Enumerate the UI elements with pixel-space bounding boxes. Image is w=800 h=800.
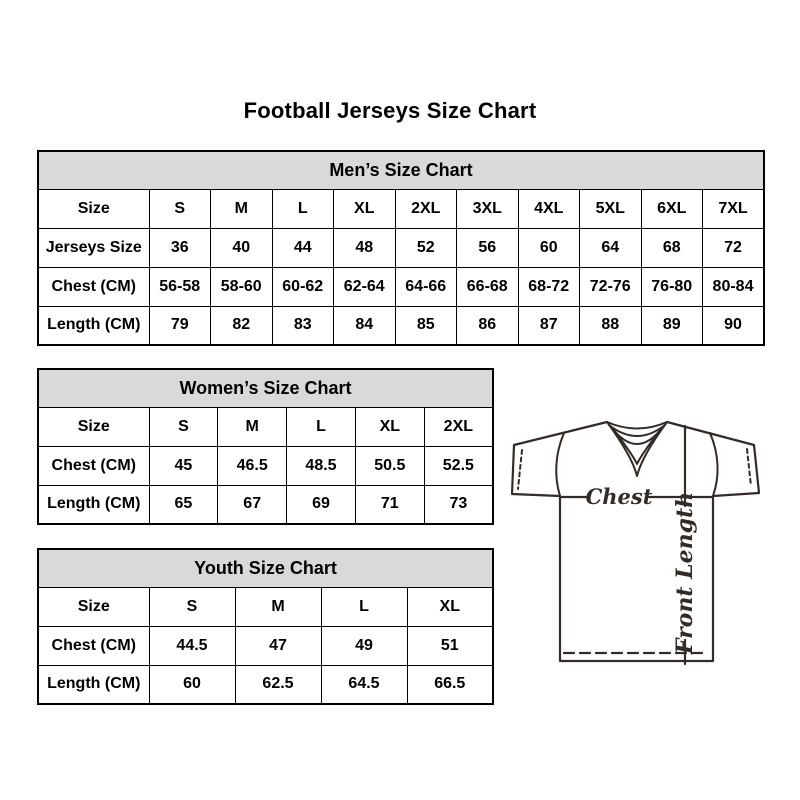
value-cell: XL xyxy=(407,587,493,626)
table-title-row xyxy=(38,369,493,407)
table-row xyxy=(38,665,493,704)
value-cell: 56 xyxy=(457,228,519,267)
value-cell: 50.5 xyxy=(355,446,424,485)
value-cell: 83 xyxy=(272,306,334,345)
value-cell: 6XL xyxy=(641,189,703,228)
value-cell: 49 xyxy=(321,626,407,665)
value-cell: 64-66 xyxy=(395,267,457,306)
value-cell: 84 xyxy=(334,306,396,345)
value-cell: 4XL xyxy=(518,189,580,228)
front-length-label: Front Length xyxy=(672,491,698,655)
value-cell: M xyxy=(235,587,321,626)
value-cell: 51 xyxy=(407,626,493,665)
row-label-cell: Size xyxy=(38,407,149,446)
value-cell: 85 xyxy=(395,306,457,345)
value-cell: 58-60 xyxy=(211,267,273,306)
value-cell: 71 xyxy=(355,485,424,524)
value-cell: 2XL xyxy=(395,189,457,228)
value-cell: 5XL xyxy=(580,189,642,228)
table-row xyxy=(38,587,493,626)
value-cell: M xyxy=(218,407,287,446)
value-cell: 44.5 xyxy=(149,626,235,665)
row-label-cell: Chest (CM) xyxy=(38,446,149,485)
value-cell: 72-76 xyxy=(580,267,642,306)
value-cell: S xyxy=(149,587,235,626)
value-cell: 46.5 xyxy=(218,446,287,485)
table-row xyxy=(38,189,764,228)
table-section-title: Women’s Size Chart xyxy=(38,369,493,407)
value-cell: 73 xyxy=(424,485,493,524)
table-row xyxy=(38,267,764,306)
value-cell: L xyxy=(287,407,356,446)
womens-size-table xyxy=(37,368,494,525)
value-cell: 79 xyxy=(149,306,211,345)
value-cell: 66-68 xyxy=(457,267,519,306)
value-cell: 88 xyxy=(580,306,642,345)
row-label-cell: Length (CM) xyxy=(38,306,149,345)
sleeve-seam-left xyxy=(556,433,564,496)
value-cell: 47 xyxy=(235,626,321,665)
chest-label: Chest xyxy=(585,484,653,509)
value-cell: 40 xyxy=(211,228,273,267)
table-section-title: Youth Size Chart xyxy=(38,549,493,587)
table-title-row xyxy=(38,549,493,587)
value-cell: 90 xyxy=(703,306,765,345)
value-cell: 45 xyxy=(149,446,218,485)
table-section-title: Men’s Size Chart xyxy=(38,151,764,189)
value-cell: 48.5 xyxy=(287,446,356,485)
value-cell: 69 xyxy=(287,485,356,524)
table-row xyxy=(38,626,493,665)
value-cell: 82 xyxy=(211,306,273,345)
table-row xyxy=(38,306,764,345)
value-cell: 36 xyxy=(149,228,211,267)
value-cell: 86 xyxy=(457,306,519,345)
value-cell: 76-80 xyxy=(641,267,703,306)
value-cell: L xyxy=(272,189,334,228)
value-cell: 68-72 xyxy=(518,267,580,306)
value-cell: XL xyxy=(334,189,396,228)
value-cell: 60 xyxy=(518,228,580,267)
value-cell: 60 xyxy=(149,665,235,704)
row-label-cell: Length (CM) xyxy=(38,485,149,524)
table-row xyxy=(38,228,764,267)
value-cell: 64 xyxy=(580,228,642,267)
value-cell: 60-62 xyxy=(272,267,334,306)
value-cell: 48 xyxy=(334,228,396,267)
value-cell: XL xyxy=(355,407,424,446)
value-cell: 52.5 xyxy=(424,446,493,485)
row-label-cell: Chest (CM) xyxy=(38,626,149,665)
table-row xyxy=(38,407,493,446)
value-cell: 62-64 xyxy=(334,267,396,306)
sleeve-cuff-dash-right xyxy=(747,449,751,486)
value-cell: S xyxy=(149,189,211,228)
table-title-row xyxy=(38,151,764,189)
value-cell: M xyxy=(211,189,273,228)
row-label-cell: Length (CM) xyxy=(38,665,149,704)
page-title: Football Jerseys Size Chart xyxy=(243,98,537,123)
value-cell: 65 xyxy=(149,485,218,524)
value-cell: L xyxy=(321,587,407,626)
jersey-measurement-diagram xyxy=(506,414,766,666)
value-cell: 7XL xyxy=(703,189,765,228)
value-cell: 87 xyxy=(518,306,580,345)
sleeve-seam-right xyxy=(710,433,718,496)
value-cell: 80-84 xyxy=(703,267,765,306)
value-cell: 64.5 xyxy=(321,665,407,704)
youth-size-table xyxy=(37,548,494,705)
mens-size-table xyxy=(37,150,765,346)
value-cell: 3XL xyxy=(457,189,519,228)
value-cell: S xyxy=(149,407,218,446)
sleeve-cuff-dash-left xyxy=(518,450,522,489)
jersey-outline-path xyxy=(512,422,759,661)
value-cell: 62.5 xyxy=(235,665,321,704)
value-cell: 66.5 xyxy=(407,665,493,704)
value-cell: 52 xyxy=(395,228,457,267)
value-cell: 67 xyxy=(218,485,287,524)
value-cell: 68 xyxy=(641,228,703,267)
table-row xyxy=(38,485,493,524)
value-cell: 44 xyxy=(272,228,334,267)
table-row xyxy=(38,446,493,485)
value-cell: 56-58 xyxy=(149,267,211,306)
row-label-cell: Jerseys Size xyxy=(38,228,149,267)
value-cell: 72 xyxy=(703,228,765,267)
row-label-cell: Size xyxy=(38,189,149,228)
value-cell: 89 xyxy=(641,306,703,345)
row-label-cell: Chest (CM) xyxy=(38,267,149,306)
value-cell: 2XL xyxy=(424,407,493,446)
row-label-cell: Size xyxy=(38,587,149,626)
